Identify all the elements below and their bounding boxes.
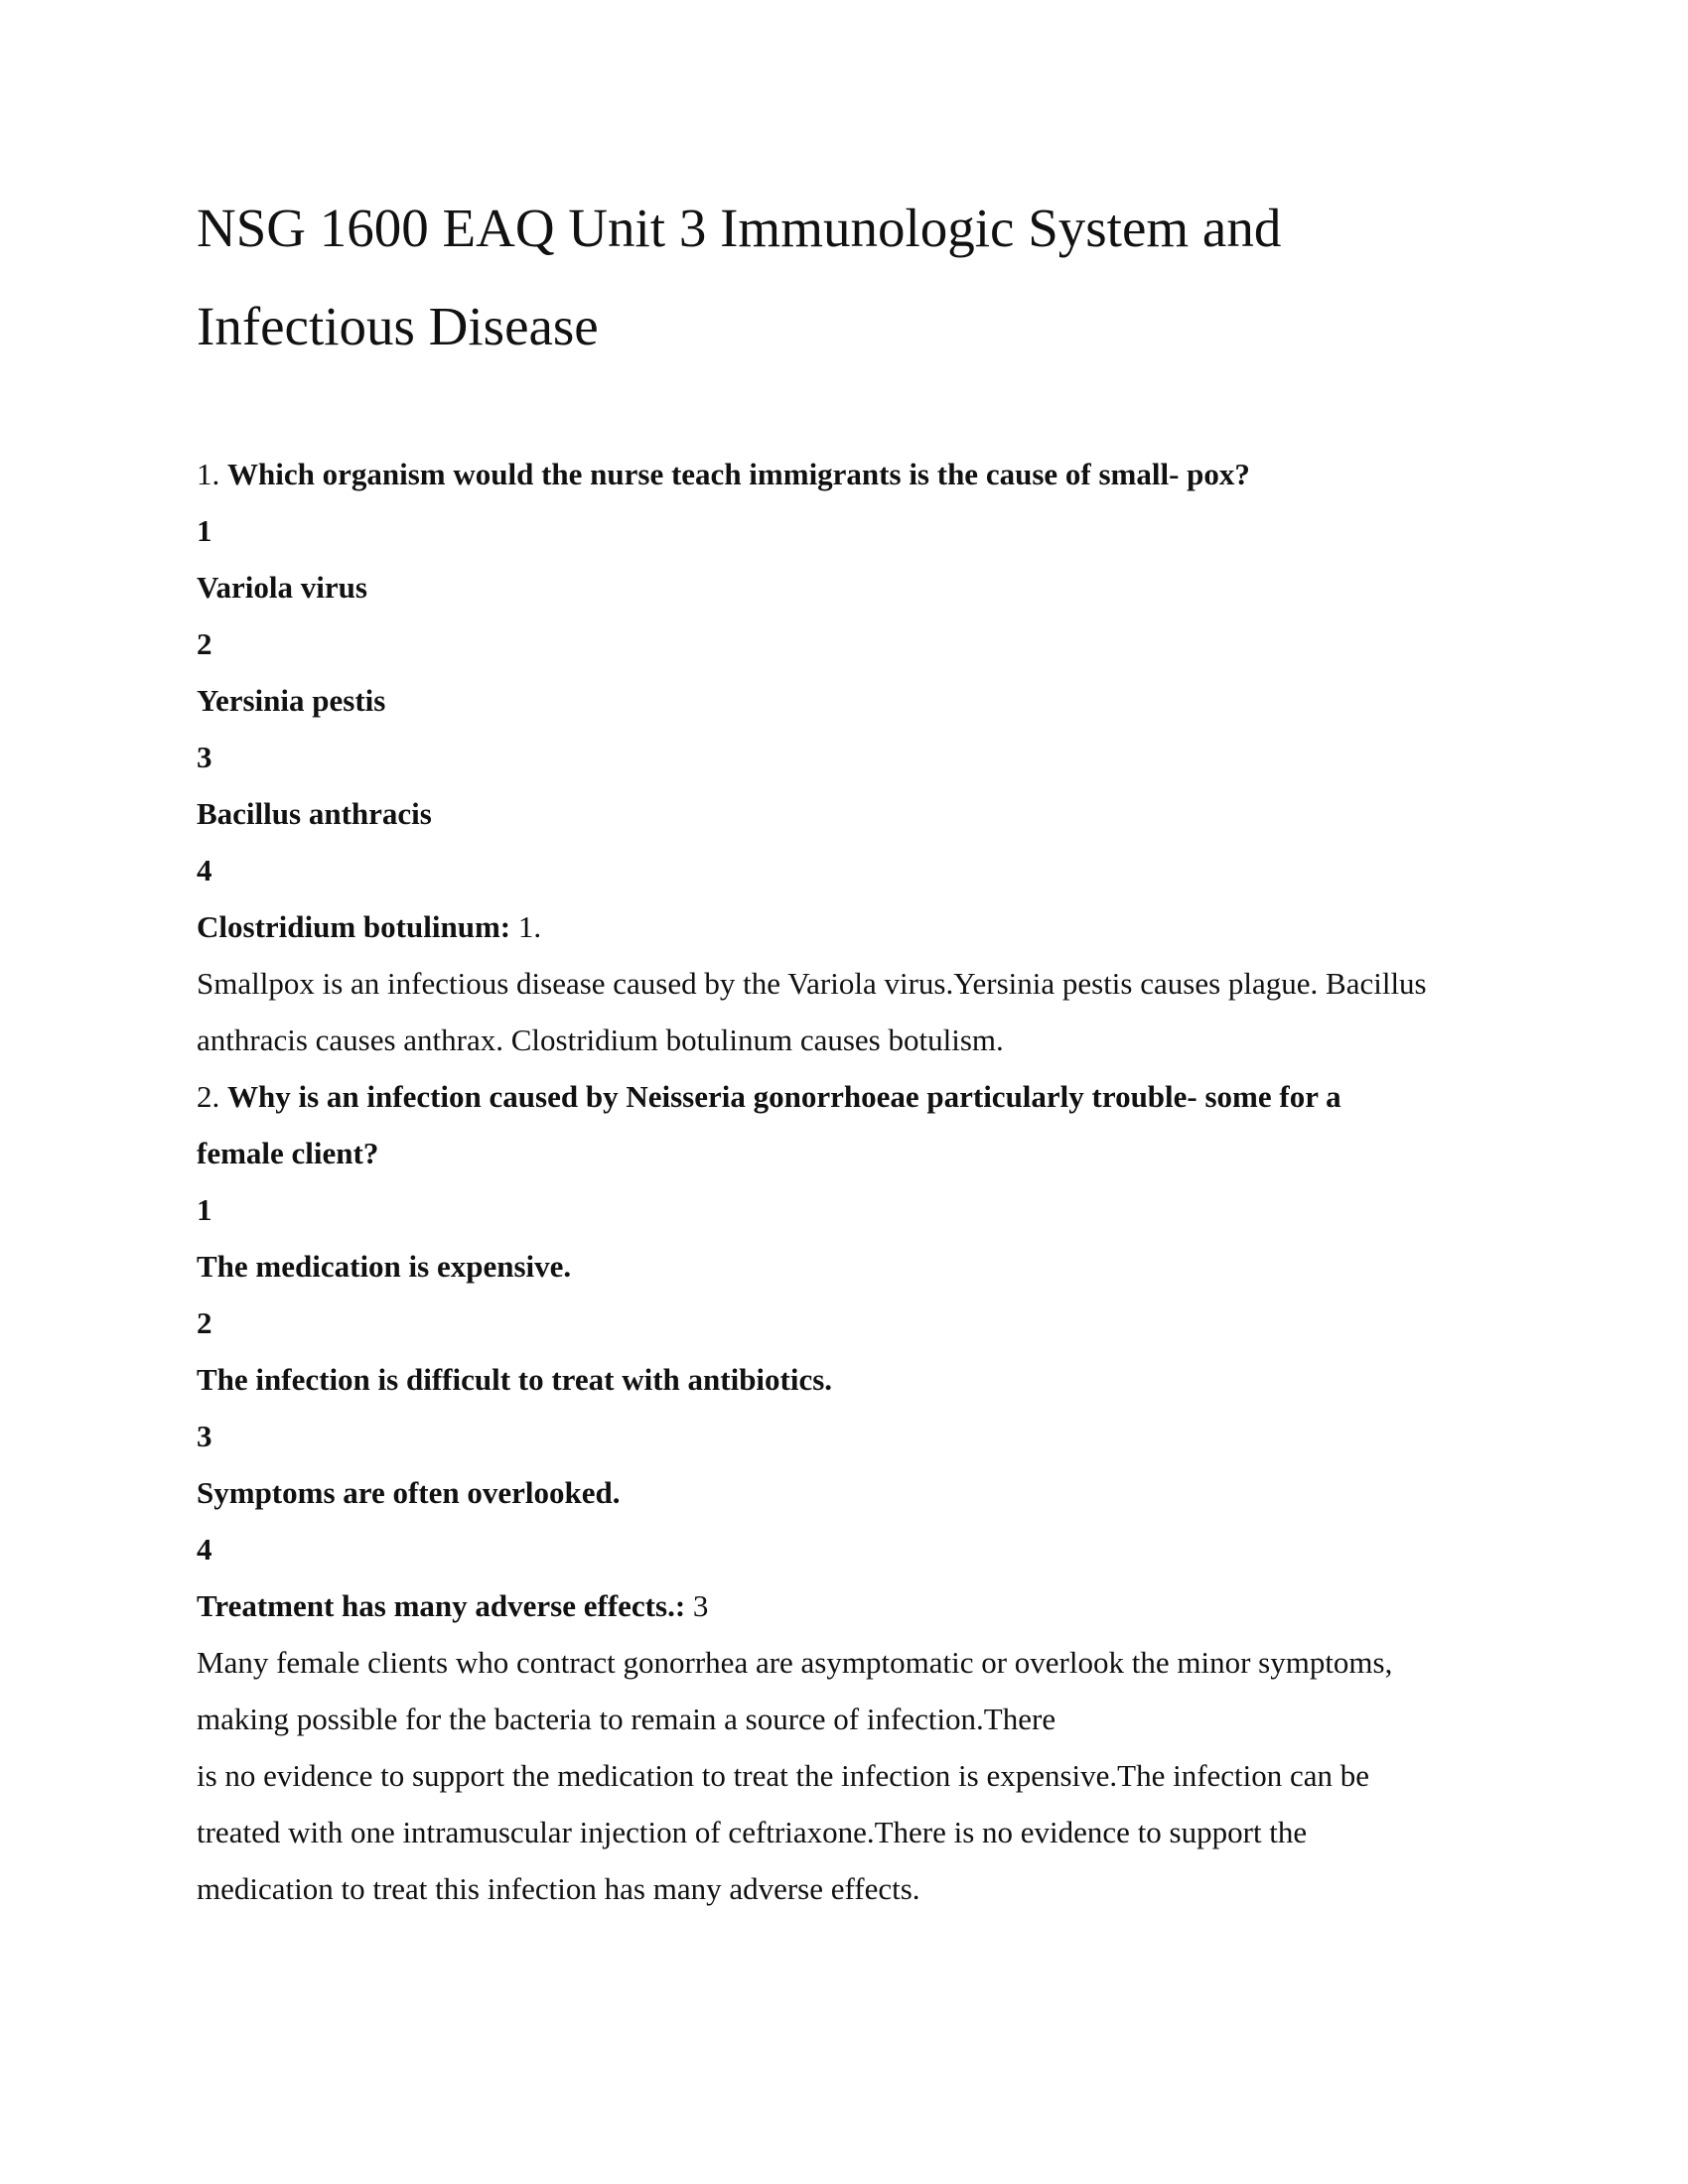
- explanation-line: medication to treat this infection has many adverse effects.: [197, 1871, 920, 1906]
- option-text: Symptoms are often overlooked.: [197, 1475, 621, 1510]
- option-text: The infection is difficult to treat with antibiotics.: [197, 1362, 833, 1397]
- answer-key: 3: [692, 1588, 709, 1623]
- option-number: 3: [197, 740, 212, 774]
- option-text: The medication is expensive.: [197, 1249, 572, 1284]
- option-number: 2: [197, 1305, 212, 1340]
- answer-key: 1.: [517, 909, 542, 944]
- question-text-continued: female client?: [197, 1136, 379, 1170]
- option-number: 4: [197, 853, 212, 887]
- document-title: [197, 179, 1507, 375]
- question-text: Which organism would the nurse teach immigrants is the cause of small- pox?: [227, 457, 1250, 491]
- option-text: Bacillus anthracis: [197, 796, 432, 831]
- question-stem: [197, 1068, 1507, 1125]
- question-2: [197, 1068, 1507, 1917]
- option-number: 4: [197, 1532, 212, 1567]
- option-number: 1: [197, 1192, 212, 1227]
- document-page: [197, 179, 1507, 1917]
- explanation-line: anthracis causes anthrax. Clostridium botulinum causes botulism.: [197, 1023, 1004, 1057]
- option-text: Treatment has many adverse effects.:: [197, 1588, 686, 1623]
- question-stem: [197, 446, 1507, 502]
- question-number: 1.: [197, 457, 220, 491]
- explanation-line: treated with one intramuscular injection of ceftriaxone.There is no evidence to support the: [197, 1815, 1308, 1849]
- explanation-line: making possible for the bacteria to remain a source of infection.There: [197, 1702, 1056, 1736]
- option-text: Yersinia pestis: [197, 683, 386, 718]
- option-number: 3: [197, 1419, 212, 1453]
- option-text: Clostridium botulinum:: [197, 909, 511, 944]
- question-1: [197, 446, 1507, 1068]
- option-number: 1: [197, 513, 212, 548]
- explanation-line: is no evidence to support the medication to treat the infection is expensive.The infection can be: [197, 1758, 1370, 1793]
- explanation-line: Smallpox is an infectious disease caused by the Variola virus.Yersinia pestis causes plague. Bacillus: [197, 966, 1427, 1001]
- option-with-answer: [197, 1577, 1507, 1634]
- explanation-line: Many female clients who contract gonorrhea are asymptomatic or overlook the minor symptoms,: [197, 1645, 1393, 1680]
- option-text: Variola virus: [197, 570, 367, 605]
- option-with-answer: [197, 898, 1507, 955]
- option-number: 2: [197, 626, 212, 661]
- question-number: 2.: [197, 1079, 220, 1114]
- title-line-2: Infectious Disease: [197, 296, 599, 356]
- title-line-1: NSG 1600 EAQ Unit 3 Immunologic System and: [197, 198, 1282, 258]
- question-text: Why is an infection caused by Neisseria gonorrhoeae particularly trouble- some for a: [227, 1079, 1341, 1114]
